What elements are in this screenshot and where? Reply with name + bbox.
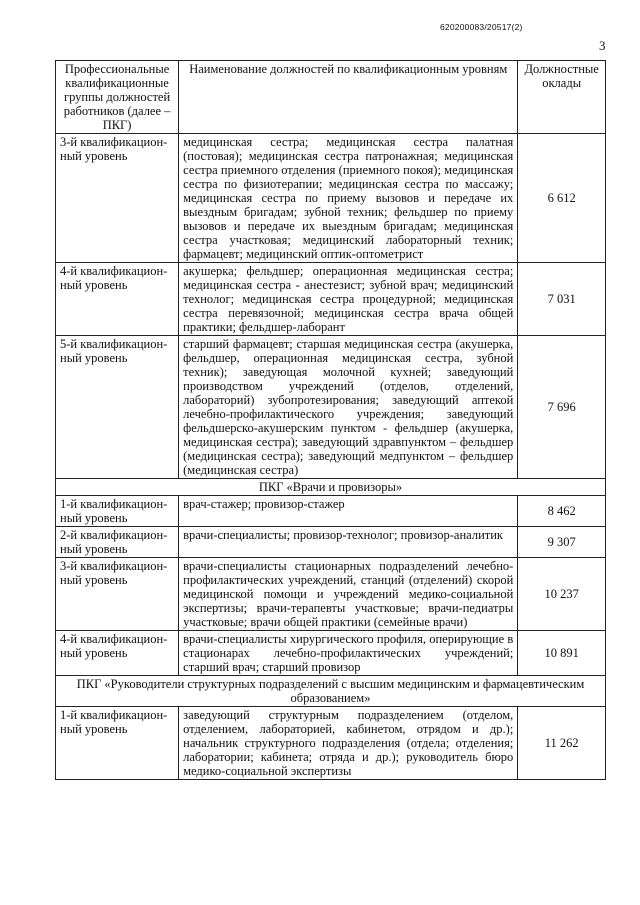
positions-cell: врач-стажер; провизор-стажер bbox=[179, 496, 518, 527]
header-groups: Профессиональные квалификационные группы должностей работников (далее – ПКГ) bbox=[56, 61, 179, 134]
group-title: ПКГ «Руководители структурных подразделений с высшим медицинским и фармацевтическим образованием» bbox=[56, 676, 606, 707]
positions-cell: акушерка; фельдшер; операционная медицинская сестра; медицинская сестра - анестезист; зубной врач; медицинский технолог; медицинская сестра процедурной; медицинская сестра перевязочной; медицинская сестра врача общей практики; фельдшер-лаборант bbox=[179, 263, 518, 336]
table-header-row bbox=[56, 61, 606, 134]
level-cell: 3-й квалификацион- ный уровень bbox=[56, 558, 179, 631]
table-row bbox=[56, 707, 606, 780]
table-row bbox=[56, 558, 606, 631]
positions-cell: врачи-специалисты стационарных подразделений лечебно-профилактических учреждений, станций (отделений) скорой медицинской помощи и учреждений медико-социальной экспертизы; врачи-терапевты участковые; врачи-педиатры участковые; врачи общей практики (семейные врачи) bbox=[179, 558, 518, 631]
document-number: 620200083/20517(2) bbox=[440, 22, 523, 32]
header-salary: Должностные оклады bbox=[518, 61, 606, 134]
level-cell: 4-й квалификацион- ный уровень bbox=[56, 631, 179, 676]
salary-cell: 8 462 bbox=[518, 496, 606, 527]
group-title-row bbox=[56, 676, 606, 707]
header-positions: Наименование должностей по квалификационным уровням bbox=[179, 61, 518, 134]
table-row bbox=[56, 134, 606, 263]
level-cell: 4-й квалификацион- ный уровень bbox=[56, 263, 179, 336]
level-cell: 3-й квалификацион- ный уровень bbox=[56, 134, 179, 263]
salary-cell: 11 262 bbox=[518, 707, 606, 780]
level-cell: 5-й квалификацион- ный уровень bbox=[56, 336, 179, 479]
table-row bbox=[56, 496, 606, 527]
positions-cell: заведующий структурным подразделением (отделом, отделением, лабораторией, кабинетом, отрядом и др.); начальник структурного подразделения (отдела; отделения; лаборатории; кабинета; отряда и др.); руководитель бюро медико-социальной экспертизы bbox=[179, 707, 518, 780]
table-row bbox=[56, 263, 606, 336]
salary-cell: 7 696 bbox=[518, 336, 606, 479]
salary-cell: 9 307 bbox=[518, 527, 606, 558]
group-title-row bbox=[56, 479, 606, 496]
level-cell: 1-й квалификацион- ный уровень bbox=[56, 707, 179, 780]
level-cell: 1-й квалификацион- ный уровень bbox=[56, 496, 179, 527]
positions-cell: врачи-специалисты; провизор-технолог; провизор-аналитик bbox=[179, 527, 518, 558]
salary-cell: 7 031 bbox=[518, 263, 606, 336]
salary-table bbox=[55, 60, 606, 780]
level-cell: 2-й квалификацион- ный уровень bbox=[56, 527, 179, 558]
positions-cell: старший фармацевт; старшая медицинская сестра (акушерка, фельдшер, операционная медицинская сестра, зубной техник); заведующая молочной кухней; заведующий производством учреждений (отделов, отделений, лабораторий) зубопротезирования; заведующий аптекой лечебно-профилактического учреждения; заведующий фельдшерско-акушерским пунктом - фельдшер (акушерка, медицинская сестра); заведующий здравпунктом – фельдшер (медицинская сестра); заведующий медпунктом – фельдшер (медицинская сестра) bbox=[179, 336, 518, 479]
table-row bbox=[56, 631, 606, 676]
positions-cell: медицинская сестра; медицинская сестра палатная (постовая); медицинская сестра патронажная; медицинская сестра приемного отделения (приемного покоя); медицинская сестра по физиотерапии; медицинская сестра по массажу; медицинская сестра по приему вызовов и передаче их выездным бригадам; зубной техник; фельдшер по приему вызовов и передаче их выездным бригадам; медицинская сестра участковая; медицинский лабораторный техник; фармацевт; медицинский оптик-оптометрист bbox=[179, 134, 518, 263]
positions-cell: врачи-специалисты хирургического профиля, оперирующие в стационарах лечебно-профилактических учреждений; старший врач; старший провизор bbox=[179, 631, 518, 676]
page-number: 3 bbox=[599, 38, 606, 53]
group-title: ПКГ «Врачи и провизоры» bbox=[56, 479, 606, 496]
table-row bbox=[56, 336, 606, 479]
salary-cell: 6 612 bbox=[518, 134, 606, 263]
table-row bbox=[56, 527, 606, 558]
salary-cell: 10 891 bbox=[518, 631, 606, 676]
salary-cell: 10 237 bbox=[518, 558, 606, 631]
